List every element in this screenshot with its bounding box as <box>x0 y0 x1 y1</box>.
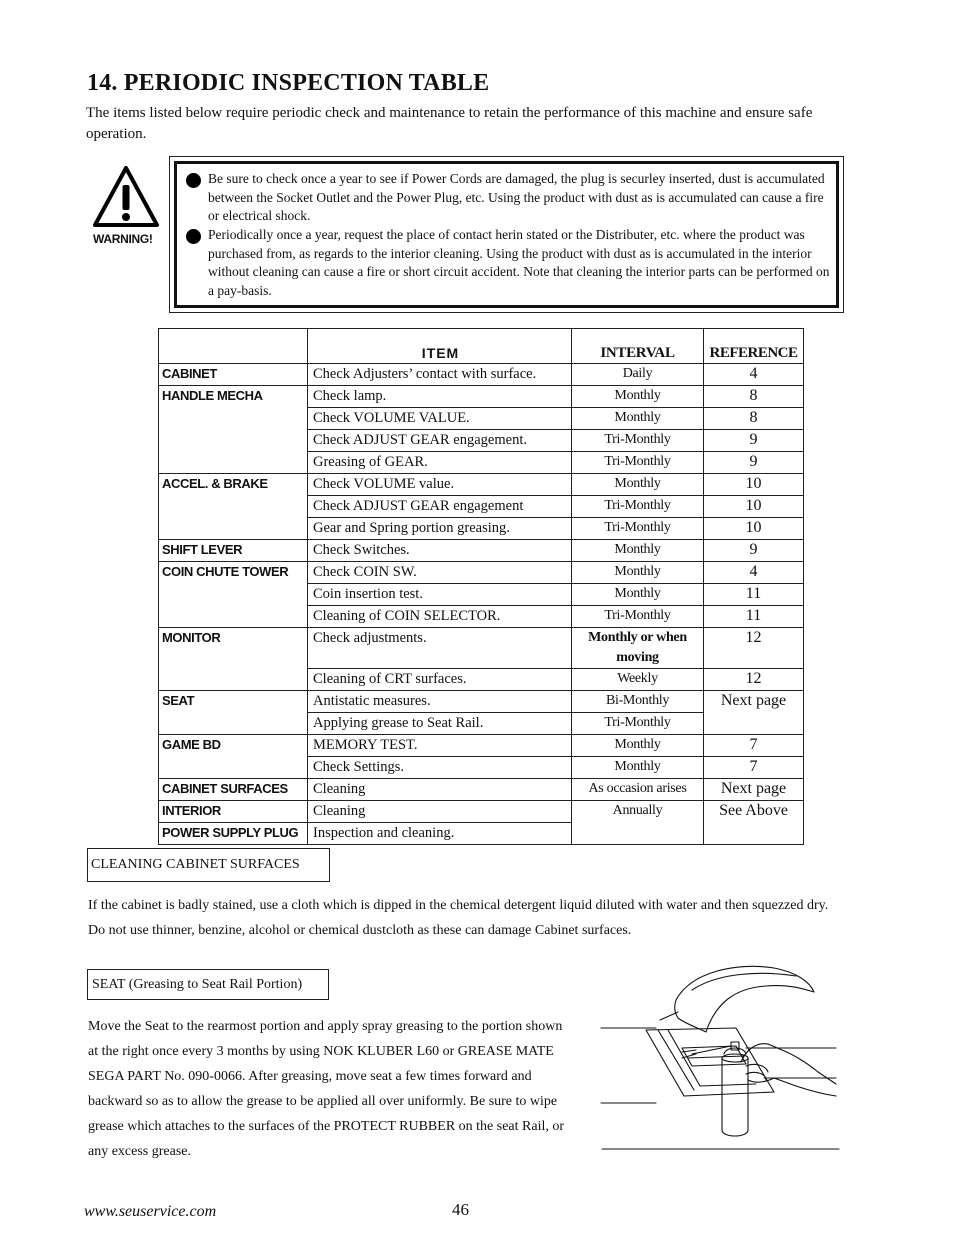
item-cell: Check adjustments. <box>308 628 572 669</box>
table-row <box>159 562 804 584</box>
reference-cell: 12 <box>704 628 804 669</box>
reference-cell <box>704 713 804 735</box>
interval-cell: Tri-Monthly <box>572 430 704 452</box>
item-cell: Cleaning of CRT surfaces. <box>308 669 572 691</box>
category-cell <box>159 606 308 628</box>
item-cell: Check Settings. <box>308 757 572 779</box>
header-interval: INTERVAL <box>572 329 704 364</box>
inspection-table <box>158 328 804 845</box>
category-cell: POWER SUPPLY PLUG <box>159 823 308 845</box>
item-cell: Inspection and cleaning. <box>308 823 572 845</box>
table-row <box>159 779 804 801</box>
reference-cell: 9 <box>704 540 804 562</box>
item-cell: Check COIN SW. <box>308 562 572 584</box>
category-cell: ACCEL. & BRAKE <box>159 474 308 496</box>
table-row <box>159 735 804 757</box>
reference-cell: 9 <box>704 430 804 452</box>
reference-cell: 11 <box>704 606 804 628</box>
table-row <box>159 408 804 430</box>
category-cell <box>159 430 308 452</box>
reference-cell: See Above <box>704 801 804 823</box>
category-cell <box>159 757 308 779</box>
reference-cell: 4 <box>704 364 804 386</box>
table-row <box>159 691 804 713</box>
item-cell: Applying grease to Seat Rail. <box>308 713 572 735</box>
category-cell: CABINET SURFACES <box>159 779 308 801</box>
warning-paragraph-2: Periodically once a year, request the place of contact herin stated or the Distributer, etc. where the product was purchased from, as regards to the interior cleaning. Using the product with dust as is accumulated in the interior without cleaning can cause a fire or short circuit accident. Note that cleaning the interior parts can be performed on a pay-basis. <box>208 227 830 298</box>
category-cell <box>159 408 308 430</box>
category-cell: COIN CHUTE TOWER <box>159 562 308 584</box>
table-row <box>159 496 804 518</box>
interval-cell: Annually <box>572 801 704 823</box>
item-cell: Coin insertion test. <box>308 584 572 606</box>
header-category <box>159 329 308 364</box>
item-cell: Cleaning <box>308 801 572 823</box>
category-cell: SHIFT LEVER <box>159 540 308 562</box>
item-cell: Greasing of GEAR. <box>308 452 572 474</box>
item-cell: Check VOLUME VALUE. <box>308 408 572 430</box>
interval-cell: Monthly <box>572 584 704 606</box>
interval-cell: Monthly <box>572 408 704 430</box>
table-row <box>159 474 804 496</box>
reference-cell: 4 <box>704 562 804 584</box>
interval-cell: Monthly <box>572 562 704 584</box>
interval-cell: Monthly <box>572 540 704 562</box>
interval-cell: As occasion arises <box>572 779 704 801</box>
category-cell <box>159 713 308 735</box>
category-cell <box>159 584 308 606</box>
category-cell: HANDLE MECHA <box>159 386 308 408</box>
warning-paragraph-1: Be sure to check once a year to see if Power Cords are damaged, the plug is securley inserted, dust is accumulated between the Socket Outlet and the Power Plug, etc. Using the product with dust as is accumulated can cause a fire or electrical shock. <box>208 171 825 223</box>
interval-cell: Daily <box>572 364 704 386</box>
category-cell: INTERIOR <box>159 801 308 823</box>
category-cell: MONITOR <box>159 628 308 669</box>
table-row <box>159 430 804 452</box>
reference-cell: 10 <box>704 496 804 518</box>
table-row <box>159 628 804 669</box>
item-cell: MEMORY TEST. <box>308 735 572 757</box>
reference-cell: 10 <box>704 518 804 540</box>
category-cell: CABINET <box>159 364 308 386</box>
item-cell: Check VOLUME value. <box>308 474 572 496</box>
item-cell: Check ADJUST GEAR engagement <box>308 496 572 518</box>
warning-label: WARNING! <box>93 232 153 246</box>
reference-cell: Next page <box>704 779 804 801</box>
table-header-row <box>159 329 804 364</box>
item-cell: Cleaning <box>308 779 572 801</box>
reference-cell <box>704 823 804 845</box>
category-cell: SEAT <box>159 691 308 713</box>
reference-cell: 9 <box>704 452 804 474</box>
table-row <box>159 669 804 691</box>
interval-cell: Monthly <box>572 735 704 757</box>
seat-section-text: Move the Seat to the rearmost portion and apply spray greasing to the portion shown at the right once every 3 months by using NOK KLUBER L60 or GREASE MATE SEGA PART No. 090-0066. After greasing, move seat a few times forward and backward so as to allow the grease to be applied all over uniformly. Be sure to wipe grease which attaches to the surfaces of the PROTECT RUBBER on the seat Rail, or any excess grease. <box>88 1019 565 1159</box>
header-reference: REFERENCE <box>704 329 804 364</box>
item-cell: Gear and Spring portion greasing. <box>308 518 572 540</box>
interval-cell: Tri-Monthly <box>572 518 704 540</box>
table-row <box>159 584 804 606</box>
reference-cell: 8 <box>704 408 804 430</box>
table-row <box>159 823 804 845</box>
item-cell: Check ADJUST GEAR engagement. <box>308 430 572 452</box>
bullet-icon <box>186 229 201 244</box>
table-row <box>159 518 804 540</box>
item-cell: Check lamp. <box>308 386 572 408</box>
reference-cell: 11 <box>704 584 804 606</box>
cleaning-section-label: CLEANING CABINET SURFACES <box>87 848 330 882</box>
intro-text: The items listed below require periodic check and maintenance to retain the performance of this machine and ensure safe operation. <box>86 105 813 142</box>
reference-cell: 12 <box>704 669 804 691</box>
table-row <box>159 757 804 779</box>
table-row <box>159 452 804 474</box>
item-cell: Check Adjusters’ contact with surface. <box>308 364 572 386</box>
bullet-icon <box>186 173 201 188</box>
table-row <box>159 713 804 735</box>
interval-cell: Monthly <box>572 386 704 408</box>
interval-cell: Tri-Monthly <box>572 606 704 628</box>
reference-cell: 7 <box>704 757 804 779</box>
header-item: ITEM <box>308 329 572 364</box>
page-title: 14. PERIODIC INSPECTION TABLE <box>87 70 490 96</box>
table-row <box>159 386 804 408</box>
footer-url: www.seuservice.com <box>84 1203 217 1220</box>
table-row <box>159 801 804 823</box>
interval-cell: Tri-Monthly <box>572 452 704 474</box>
table-row <box>159 606 804 628</box>
category-cell <box>159 496 308 518</box>
interval-cell: Weekly <box>572 669 704 691</box>
category-cell <box>159 452 308 474</box>
interval-cell: Tri-Monthly <box>572 713 704 735</box>
table-row <box>159 364 804 386</box>
page-number: 46 <box>452 1200 469 1219</box>
interval-cell: Monthly <box>572 474 704 496</box>
interval-cell: Monthly <box>572 757 704 779</box>
reference-cell: 7 <box>704 735 804 757</box>
category-cell <box>159 669 308 691</box>
item-cell: Check Switches. <box>308 540 572 562</box>
table-row <box>159 540 804 562</box>
item-cell: Cleaning of COIN SELECTOR. <box>308 606 572 628</box>
seat-section-label: SEAT (Greasing to Seat Rail Portion) <box>87 969 329 1000</box>
category-cell <box>159 518 308 540</box>
interval-cell: Tri-Monthly <box>572 496 704 518</box>
category-cell: GAME BD <box>159 735 308 757</box>
item-cell: Antistatic measures. <box>308 691 572 713</box>
cleaning-section-text: If the cabinet is badly stained, use a cloth which is dipped in the chemical detergent liquid diluted with water and then squezzed dry. Do not use thinner, benzine, alcohol or chemical dustcloth as these can damage Cabinet surfaces. <box>88 898 829 938</box>
interval-cell: Bi-Monthly <box>572 691 704 713</box>
reference-cell: 10 <box>704 474 804 496</box>
interval-cell <box>572 823 704 845</box>
reference-cell: 8 <box>704 386 804 408</box>
reference-cell: Next page <box>704 691 804 713</box>
seat-rail-greasing-illustration <box>596 962 844 1160</box>
interval-cell: Monthly or when moving <box>572 628 704 669</box>
